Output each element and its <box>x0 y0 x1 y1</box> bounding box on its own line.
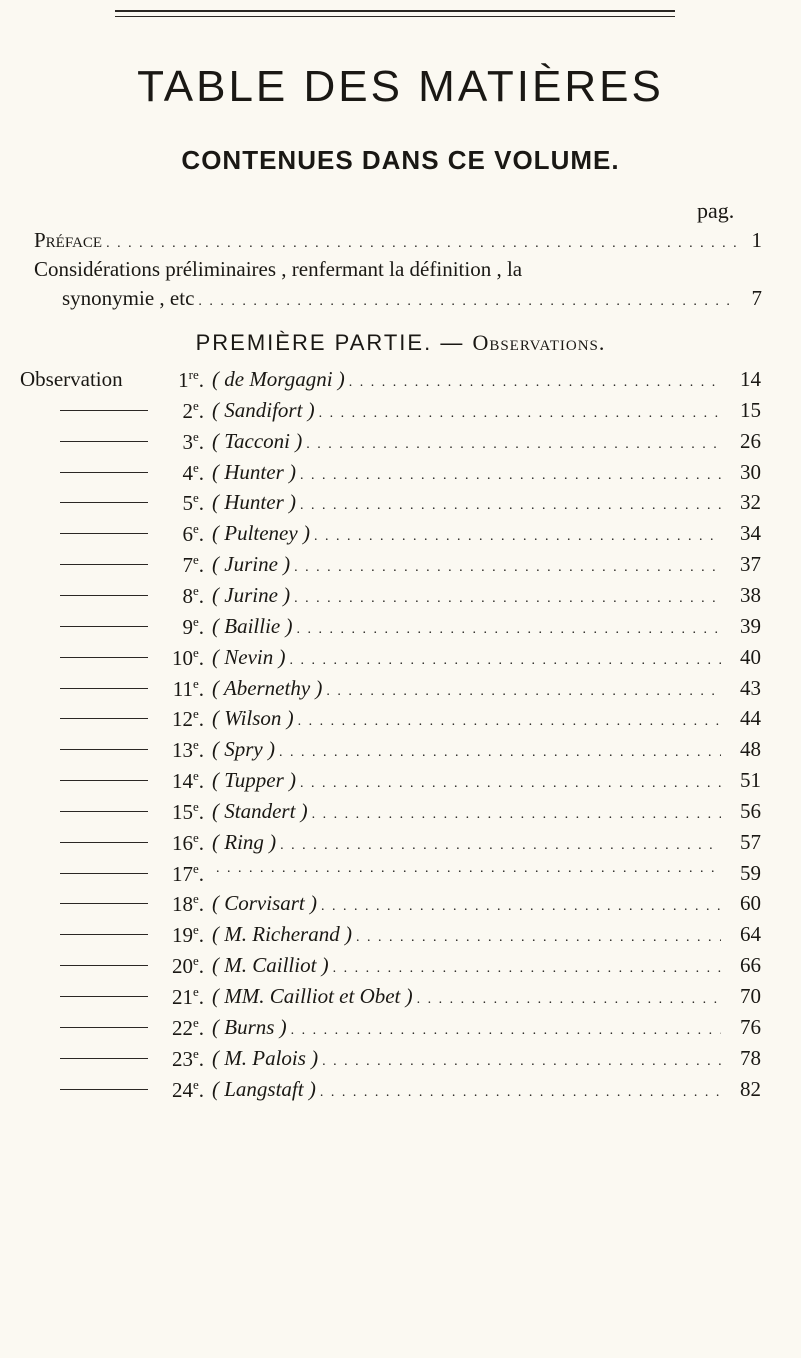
part-sub: Observations. <box>472 330 606 355</box>
ditto-dash <box>60 718 148 719</box>
ditto-dash <box>60 780 148 781</box>
observation-number-value: 4 <box>182 460 193 485</box>
observation-page: 76 <box>740 1014 761 1039</box>
observation-name <box>212 830 721 855</box>
ditto-dash <box>60 657 148 658</box>
observation-row[interactable] <box>0 922 801 952</box>
ditto-dash <box>60 1089 148 1090</box>
observation-row[interactable] <box>0 429 801 459</box>
observation-name <box>212 984 721 1009</box>
ordinal-suffix: e <box>192 521 199 537</box>
observation-number-value: 19 <box>171 923 193 948</box>
observation-number-value: 22 <box>171 1015 193 1040</box>
ordinal-suffix: e <box>192 737 199 753</box>
leader-dots <box>216 861 721 877</box>
observation-author: ( M. Palois ) <box>212 1045 319 1070</box>
leader-dots <box>291 1023 721 1039</box>
observation-number: 17e. <box>171 860 204 886</box>
observation-name <box>212 614 721 639</box>
observation-author: ( Spry ) <box>212 737 275 762</box>
observation-number: 23e. <box>171 1045 204 1071</box>
observation-row[interactable] <box>0 490 801 520</box>
observation-row[interactable] <box>0 552 801 582</box>
leader-dots <box>296 622 721 638</box>
observation-row[interactable] <box>0 1046 801 1076</box>
observation-row[interactable] <box>0 676 801 706</box>
page-subtitle: CONTENUES DANS CE VOLUME. <box>181 145 620 175</box>
observation-author: ( Tupper ) <box>212 768 296 793</box>
observation-page: 43 <box>740 675 761 700</box>
observation-page: 57 <box>740 829 761 854</box>
leader-dots <box>300 468 721 484</box>
observation-number-value: 7 <box>182 553 193 578</box>
observation-author: ( Sandifort ) <box>212 397 315 422</box>
observation-number: 12e. <box>171 706 204 732</box>
observation-number: 20e. <box>171 953 204 979</box>
observation-author: ( Pulteney ) <box>212 521 310 546</box>
ditto-dash <box>60 688 148 689</box>
leader-dots <box>349 375 721 391</box>
ditto-dash <box>60 502 148 503</box>
observation-number-value: 21 <box>171 985 193 1009</box>
observation-page: 44 <box>740 706 761 731</box>
ditto-dash <box>60 472 148 473</box>
leader-dots <box>300 498 721 514</box>
observation-page: 78 <box>740 1045 761 1070</box>
ditto-dash <box>60 934 148 935</box>
ordinal-suffix: e <box>192 428 199 444</box>
observation-number: 7e. <box>182 552 204 578</box>
observation-name <box>212 460 721 485</box>
observation-name <box>212 1015 721 1040</box>
observation-page: 39 <box>740 613 761 638</box>
leader-dots <box>322 1054 721 1070</box>
pag-label: pag. <box>697 198 735 223</box>
observation-name <box>212 398 721 423</box>
observation-number-value: 15 <box>171 799 193 824</box>
entry-page: 7 <box>751 286 762 310</box>
ordinal-suffix: e <box>192 552 199 568</box>
ordinal-suffix: e <box>192 675 199 691</box>
leader-dots <box>356 930 721 946</box>
observation-row[interactable] <box>0 521 801 551</box>
top-rule <box>115 10 675 12</box>
observation-number-value: 13 <box>171 738 193 763</box>
observation-row[interactable] <box>0 861 801 891</box>
observation-row[interactable] <box>0 984 801 1014</box>
leader-dots <box>289 653 721 669</box>
observation-number: 2e. <box>182 397 204 423</box>
observation-number: 24e. <box>171 1076 204 1102</box>
page-title: TABLE DES MATIÈRES <box>137 62 664 111</box>
observation-name <box>212 676 721 701</box>
observation-name <box>212 367 721 392</box>
observation-number: 9e. <box>182 613 204 639</box>
observation-row[interactable] <box>0 367 801 397</box>
ordinal-suffix: e <box>192 613 199 629</box>
leader-dots <box>300 776 721 792</box>
ordinal-suffix: e <box>192 490 199 506</box>
observation-author: ( Wilson ) <box>212 706 294 731</box>
observation-number: 10e. <box>171 644 204 670</box>
ditto-dash <box>60 903 148 904</box>
leader-dots <box>333 961 721 977</box>
observation-number: 5e. <box>182 490 204 516</box>
toc-entry-preface[interactable] <box>34 228 762 258</box>
observation-page: 60 <box>740 891 761 916</box>
observation-number: 18e. <box>171 891 204 917</box>
ditto-dash <box>60 873 148 874</box>
observation-page: 14 <box>740 367 761 391</box>
part-title: PREMIÈRE PARTIE. <box>195 330 433 355</box>
observation-page: 64 <box>740 922 761 947</box>
ordinal-suffix: re <box>188 367 199 382</box>
observation-number-value: 24 <box>171 1077 193 1102</box>
observation-author: ( de Morgagni ) <box>212 367 345 391</box>
ordinal-suffix: e <box>192 953 199 969</box>
observation-row[interactable] <box>0 645 801 675</box>
observation-name <box>212 645 721 670</box>
ordinal-suffix: e <box>192 768 199 784</box>
observation-row[interactable] <box>0 614 801 644</box>
observation-name <box>212 799 721 824</box>
observation-row[interactable] <box>0 1015 801 1045</box>
observation-author: ( Jurine ) <box>212 582 291 607</box>
leader-dots <box>314 529 721 545</box>
part-sep: — <box>432 330 473 355</box>
observation-page: 51 <box>740 768 761 793</box>
observation-author: ( Tacconi ) <box>212 428 303 453</box>
observation-row[interactable] <box>0 830 801 860</box>
ditto-dash <box>60 533 148 534</box>
ditto-dash <box>60 811 148 812</box>
observation-number-value: 20 <box>171 954 193 979</box>
observation-number: 1re. <box>178 367 204 392</box>
ordinal-suffix: e <box>192 829 199 845</box>
leader-dots <box>312 807 721 823</box>
observation-number-value: 16 <box>171 830 193 855</box>
observation-number-value: 12 <box>171 707 193 732</box>
observation-page: 37 <box>740 552 761 577</box>
observation-name <box>212 1077 721 1102</box>
observation-name <box>212 521 721 546</box>
ditto-dash <box>60 1027 148 1028</box>
observation-number: 8e. <box>182 582 204 608</box>
top-rule-thin <box>115 16 675 17</box>
leader-dots <box>320 1085 721 1101</box>
ordinal-suffix: e <box>192 706 199 722</box>
observation-author: ( Jurine ) <box>212 552 291 577</box>
observation-number-value: 3 <box>182 429 193 454</box>
observation-author: ( M. Cailliot ) <box>212 953 329 978</box>
observation-author: ( Baillie ) <box>212 613 293 638</box>
observation-number-value: 9 <box>182 614 193 639</box>
observation-author: ( Nevin ) <box>212 644 286 669</box>
observation-page: 26 <box>740 428 761 453</box>
observation-author: ( Corvisart ) <box>212 891 317 916</box>
observation-author: ( Hunter ) <box>212 459 296 484</box>
observation-name <box>212 1046 721 1071</box>
observation-number: 15e. <box>171 798 204 824</box>
observation-number-value: 2 <box>182 398 193 423</box>
observation-row[interactable] <box>0 891 801 921</box>
observation-number-value: 17 <box>171 861 193 886</box>
observation-name <box>212 490 721 515</box>
observation-number-value: 10 <box>171 645 193 670</box>
observation-number: 3e. <box>182 428 204 454</box>
observation-name <box>212 768 721 793</box>
toc-entry-considerations-cont[interactable] <box>62 286 762 316</box>
ordinal-suffix: e <box>192 922 199 938</box>
leader-dots <box>294 591 721 607</box>
observation-page: 70 <box>740 984 761 1008</box>
observation-author: ( Langstaft ) <box>212 1076 316 1101</box>
leader-dots <box>198 294 736 310</box>
observation-number-value: 8 <box>182 583 193 608</box>
observation-number: 13e. <box>171 737 204 763</box>
observation-number: 11e. <box>172 675 204 701</box>
observation-page: 59 <box>740 860 761 885</box>
observation-name <box>212 429 721 454</box>
observation-number-value: 6 <box>182 522 193 547</box>
leader-dots <box>298 714 721 730</box>
observation-lead: Observation <box>20 367 123 391</box>
observation-name <box>212 737 721 762</box>
observation-number: 4e. <box>182 459 204 485</box>
observation-name <box>212 552 721 577</box>
observation-number: 14e. <box>171 768 204 794</box>
observation-name <box>212 583 721 608</box>
leader-dots <box>306 437 721 453</box>
leader-dots <box>417 992 721 1008</box>
entry-page: 1 <box>751 228 762 252</box>
observation-author: ( Burns ) <box>212 1014 287 1039</box>
observation-number-value: 14 <box>171 769 193 794</box>
observation-number: 22e. <box>171 1014 204 1040</box>
observation-number-value: 1 <box>178 368 189 392</box>
ditto-dash <box>60 626 148 627</box>
ordinal-suffix: e <box>192 459 199 475</box>
leader-dots <box>294 560 721 576</box>
observation-row[interactable] <box>0 583 801 613</box>
ditto-dash <box>60 842 148 843</box>
observation-name <box>212 706 721 731</box>
observation-number: 19e. <box>171 922 204 948</box>
observation-name <box>212 922 721 947</box>
observation-page: 40 <box>740 644 761 669</box>
ordinal-suffix: e <box>192 644 199 660</box>
observation-number-value: 18 <box>171 892 193 917</box>
ordinal-suffix: e <box>192 1045 199 1061</box>
leader-dots <box>326 684 721 700</box>
observation-number: 21e. <box>171 984 204 1009</box>
observation-row[interactable] <box>0 460 801 490</box>
ditto-dash <box>60 595 148 596</box>
observation-row[interactable] <box>0 706 801 736</box>
observation-row[interactable] <box>0 1077 801 1107</box>
ditto-dash <box>60 965 148 966</box>
observation-author: ( Hunter ) <box>212 490 296 515</box>
observation-page: 48 <box>740 737 761 762</box>
observation-page: 38 <box>740 582 761 607</box>
observation-author: ( Ring ) <box>212 829 277 854</box>
ordinal-suffix: e <box>192 1076 199 1092</box>
ordinal-suffix: e <box>192 984 199 999</box>
entry-label: Préface <box>34 228 103 252</box>
observation-number: 6e. <box>182 521 204 547</box>
ordinal-suffix: e <box>192 397 199 413</box>
observation-row[interactable] <box>0 799 801 829</box>
observation-author: ( Abernethy ) <box>212 675 323 700</box>
toc-entry-considerations[interactable] <box>34 257 762 287</box>
ditto-dash <box>60 441 148 442</box>
ordinal-suffix: e <box>192 860 199 876</box>
leader-dots <box>321 899 721 915</box>
observation-page: 82 <box>740 1076 761 1101</box>
observation-name <box>212 953 721 978</box>
leader-dots <box>279 745 721 761</box>
observation-page: 15 <box>740 397 761 422</box>
observation-row[interactable] <box>0 953 801 983</box>
ordinal-suffix: e <box>192 582 199 598</box>
observation-author: ( Standert ) <box>212 798 308 823</box>
leader-dots <box>319 406 721 422</box>
entry-label: synonymie , etc <box>62 286 195 310</box>
observation-number-value: 5 <box>182 491 193 516</box>
ordinal-suffix: e <box>192 891 199 907</box>
observation-page: 30 <box>740 459 761 484</box>
observation-author: ( M. Richerand ) <box>212 922 352 947</box>
ditto-dash <box>60 1058 148 1059</box>
observation-number: 16e. <box>171 829 204 855</box>
ditto-dash <box>60 564 148 565</box>
leader-dots <box>106 236 736 252</box>
observation-name <box>212 891 721 916</box>
observation-page: 34 <box>740 521 761 546</box>
observation-page: 56 <box>740 798 761 823</box>
observation-author: ( MM. Cailliot et Obet ) <box>212 984 413 1008</box>
ordinal-suffix: e <box>192 1014 199 1030</box>
ordinal-suffix: e <box>192 798 199 814</box>
ditto-dash <box>60 996 148 997</box>
leader-dots <box>280 838 721 854</box>
observation-row[interactable] <box>0 737 801 767</box>
observation-row[interactable] <box>0 398 801 428</box>
observation-page: 32 <box>740 490 761 515</box>
part-heading <box>0 330 801 356</box>
observation-number-value: 23 <box>171 1046 193 1071</box>
entry-label: Considérations préliminaires , renfermant la définition , la <box>34 257 523 281</box>
observation-number-value: 11 <box>172 676 193 701</box>
observation-row[interactable] <box>0 768 801 798</box>
observation-page: 66 <box>740 953 761 978</box>
observation-name <box>212 861 721 877</box>
ditto-dash <box>60 410 148 411</box>
ditto-dash <box>60 749 148 750</box>
